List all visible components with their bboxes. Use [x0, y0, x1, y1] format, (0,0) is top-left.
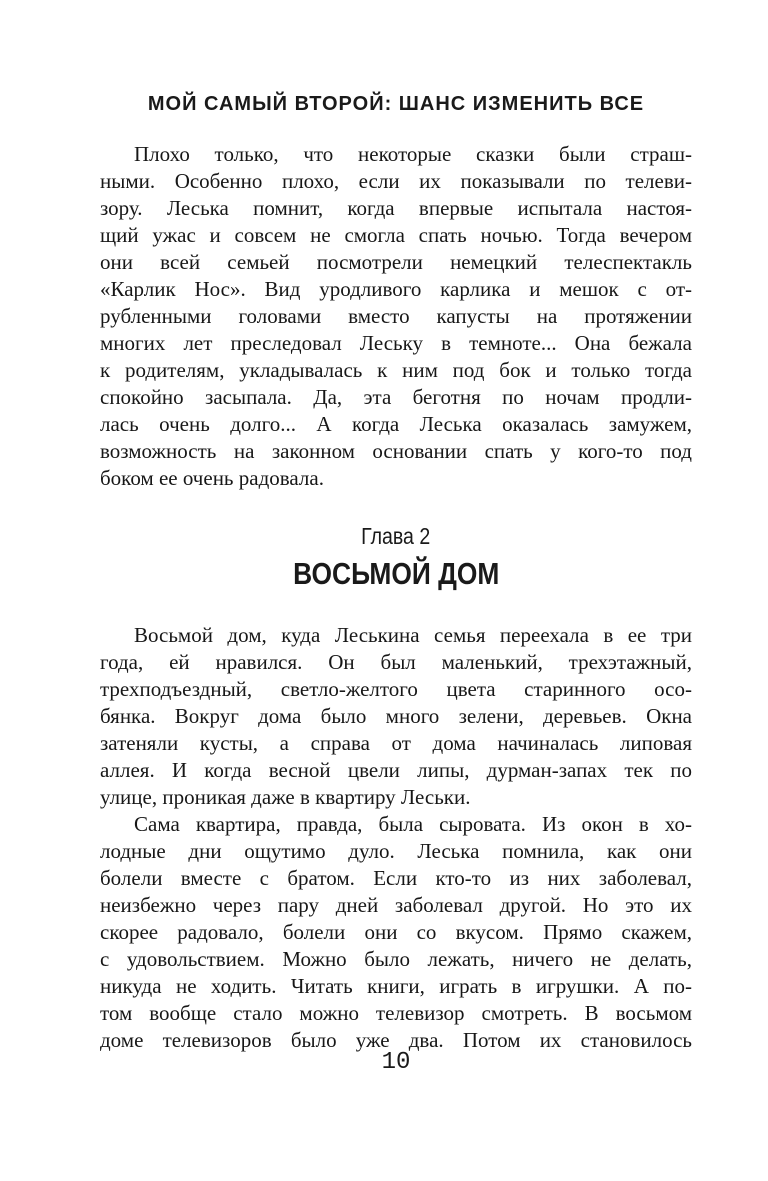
text-line: том вообще стало можно телевизор смотреть. В восьмом	[100, 1001, 692, 1025]
paragraph	[100, 622, 692, 811]
text-line: возможность на законном основании спать у кого-то под	[100, 439, 692, 463]
text-line: Плохо только, что некоторые сказки были страш-	[134, 142, 692, 166]
text-line: зору. Леська помнит, когда впервые испытала настоя-	[100, 196, 692, 220]
text-line: Восьмой дом, куда Леськина семья переехала в ее три	[134, 623, 692, 647]
chapter-heading	[100, 556, 692, 592]
text-line: года, ей нравился. Он был маленький, трехэтажный,	[100, 650, 692, 674]
text-line: многих лет преследовал Леську в темноте... Она бежала	[100, 331, 692, 355]
text-line: бянка. Вокруг дома было много зелени, деревьев. Окна	[100, 704, 692, 728]
text-line: спокойно засыпала. Да, эта беготня по ночам продли-	[100, 385, 692, 409]
text-line: никуда не ходить. Читать книги, играть в игрушки. А по-	[100, 974, 692, 998]
text-line: лодные дни ощутимо дуло. Леська помнила, как они	[100, 839, 692, 863]
paragraph-group	[100, 622, 692, 1054]
text-line: к родителям, укладывалась к ним под бок и только тогда	[100, 358, 692, 382]
text-line: трехподъездный, светло-желтого цвета старинного осо-	[100, 677, 692, 701]
chapter-number: Глава 2	[361, 523, 431, 549]
paragraph	[100, 811, 692, 1054]
text-line: лась очень долго... А когда Леська оказалась замужем,	[100, 412, 692, 436]
text-line: аллея. И когда весной цвели липы, дурман-запах тек по	[100, 758, 692, 782]
text-line: рубленными головами вместо капусты на протяжении	[100, 304, 692, 328]
text-line: затеняли кусты, а справа от дома начиналась липовая	[100, 731, 692, 755]
text-line: «Карлик Нос». Вид уродливого карлика и мешок с от-	[100, 277, 692, 301]
text-line: скорее радовало, болели они со вкусом. Прямо скажем,	[100, 920, 692, 944]
text-line: улице, проникая даже в квартиру Леськи.	[100, 785, 471, 809]
text-line: болели вместе с братом. Если кто-то из них заболевал,	[100, 866, 692, 890]
chapter-title: ВОСЬМОЙ ДОМ	[292, 556, 500, 591]
chapter-heading	[100, 521, 692, 551]
running-header: МОЙ САМЫЙ ВТОРОЙ: ШАНС ИЗМЕНИТЬ ВСЕ	[147, 93, 645, 115]
page-number: 10	[381, 1049, 411, 1076]
text-line: доме телевизоров было уже два. Потом их становилось	[100, 1028, 692, 1052]
text-line: они всей семьей посмотрели немецкий телеспектакль	[100, 250, 692, 274]
paragraph	[100, 141, 692, 492]
text-line: боком ее очень радовала.	[100, 466, 324, 490]
text-line: с удовольствием. Можно было лежать, ничего не делать,	[100, 947, 692, 971]
text-line: неизбежно через пару дней заболевал другой. Но это их	[100, 893, 692, 917]
text-line: ными. Особенно плохо, если их показывали по телеви-	[100, 169, 692, 193]
text-line: Сама квартира, правда, была сыровата. Из окон в хо-	[134, 812, 692, 836]
text-line: щий ужас и совсем не смогла спать ночью. Тогда вечером	[100, 223, 692, 247]
